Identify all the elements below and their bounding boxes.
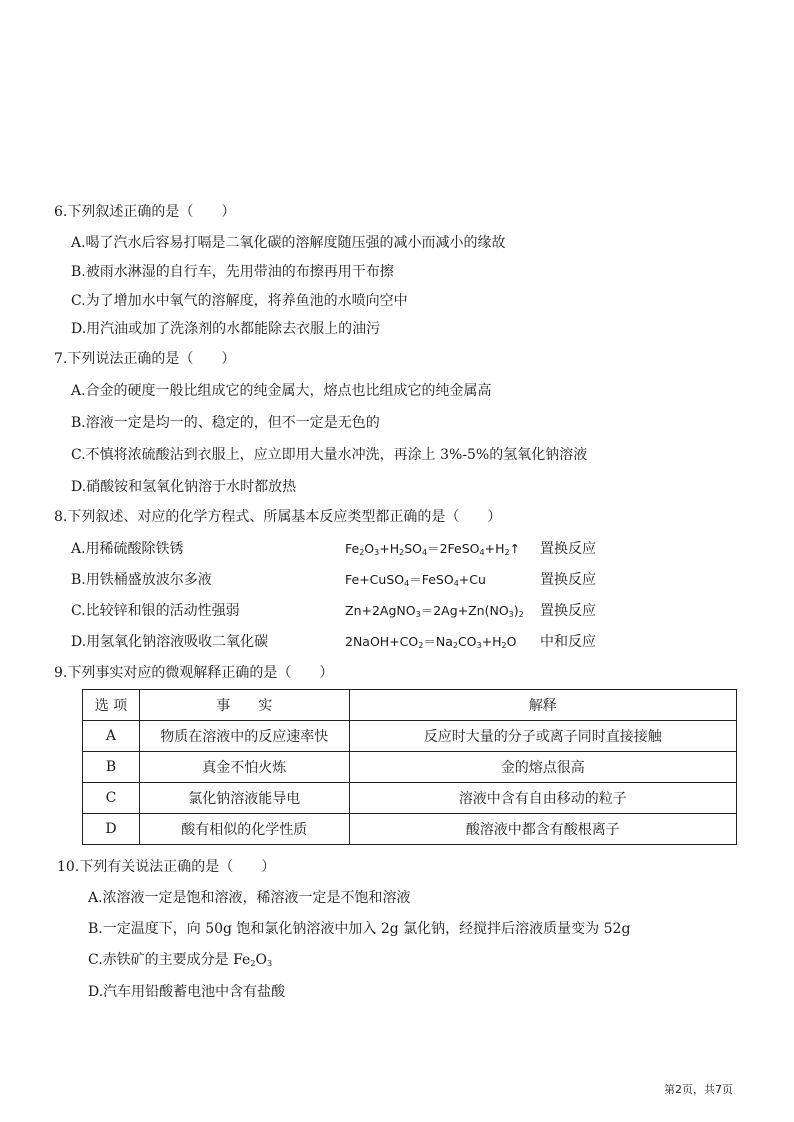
- q8-row-d-type: 中和反应: [540, 634, 596, 650]
- table-cell-explanation: 溶液中含有自由移动的粒子: [349, 783, 736, 814]
- table-cell-explanation: 反应时大量的分子或离子同时直接接触: [349, 721, 736, 752]
- table-header-row: [83, 690, 737, 721]
- table-row: [83, 721, 737, 752]
- table-cell-option: A: [83, 721, 140, 752]
- q7-stem: 7.下列说法正确的是（ ）: [54, 351, 236, 367]
- q8-row-c-equation: $Zn+2AgNO_3=2Ag+Zn(NO_3)_2$: [345, 603, 524, 619]
- q8-stem: 8.下列叙述、对应的化学方程式、所属基本反应类型都正确的是（ ）: [54, 509, 502, 525]
- q8-row-c-desc: C.比较锌和银的活动性强弱: [71, 603, 240, 619]
- table-cell-fact: 酸有相似的化学性质: [139, 814, 349, 845]
- q8-row-b-type: 置换反应: [540, 572, 596, 588]
- q6-option-a: A.喝了汽水后容易打嗝是二氧化碳的溶解度随压强的减小而减小的缘故: [71, 235, 506, 251]
- q8-row-a-desc: A.用稀硫酸除铁锈: [71, 541, 184, 557]
- q9-stem: 9.下列事实对应的微观解释正确的是（ ）: [54, 665, 334, 681]
- table-cell-option: B: [83, 752, 140, 783]
- q6-option-d: D.用汽油或加了洗涤剂的水都能除去衣服上的油污: [71, 321, 381, 337]
- table-header-fact: 事 实: [139, 690, 349, 721]
- table-header-option: 选 项: [83, 690, 140, 721]
- q8-row-c-type: 置换反应: [540, 603, 596, 619]
- q6-option-c: C.为了增加水中氧气的溶解度，将养鱼池的水喷向空中: [71, 293, 408, 309]
- table-cell-explanation: 酸溶液中都含有酸根离子: [349, 814, 736, 845]
- table-cell-option: C: [83, 783, 140, 814]
- q6-option-b: B.被雨水淋湿的自行车，先用带油的布擦再用干布擦: [71, 264, 394, 280]
- table-cell-fact: 真金不怕火炼: [139, 752, 349, 783]
- q10-option-b: B.一定温度下，向 50g 饱和氯化钠溶液中加入 2g 氯化钠，经搅拌后溶液质量变为 52g: [88, 921, 631, 937]
- q10-option-d: D.汽车用铅酸蓄电池中含有盐酸: [88, 984, 286, 1000]
- q8-row-b: [71, 570, 212, 590]
- table-cell-fact: 物质在溶液中的反应速率快: [139, 721, 349, 752]
- table-cell-explanation: 金的熔点很高: [349, 752, 736, 783]
- q6-stem: 6.下列叙述正确的是（ ）: [54, 204, 236, 220]
- table-row: [83, 814, 737, 845]
- table-row: [83, 752, 737, 783]
- q8-row-a-equation: $Fe_2O_3+H_2SO_4=2FeSO_4+H_2↑$: [345, 541, 521, 557]
- q7-option-b: B.溶液一定是均一的、稳定的，但不一定是无色的: [71, 415, 380, 431]
- table-header-explanation: 解释: [349, 690, 736, 721]
- q8-row-c: [71, 601, 240, 621]
- table-cell-option: D: [83, 814, 140, 845]
- q10-option-a: A.浓溶液一定是饱和溶液，稀溶液一定是不饱和溶液: [88, 890, 411, 906]
- q8-row-d-equation: $2NaOH+CO_2=Na_2CO_3+H_2O$: [345, 634, 517, 650]
- q9-table: [82, 689, 737, 845]
- q10-option-c: C.赤铁矿的主要成分是 $Fe_2O_3$: [88, 952, 273, 968]
- table-row: [83, 783, 737, 814]
- q7-option-c: C.不慎将浓硫酸沾到衣服上，应立即用大量水冲洗，再涂上 3%-5%的氢氧化钠溶液: [71, 447, 588, 463]
- q8-row-b-desc: B.用铁桶盛放波尔多液: [71, 572, 212, 588]
- table-cell-fact: 氯化钠溶液能导电: [139, 783, 349, 814]
- q8-row-a-type: 置换反应: [540, 541, 596, 557]
- page-number: 第2页，共7页: [664, 1083, 733, 1096]
- q7-option-d: D.硝酸铵和氢氧化钠溶于水时都放热: [71, 479, 297, 495]
- q8-row-d: [71, 632, 268, 652]
- q8-row-b-equation: Fe+CuSO$_4$＝FeSO$_4$+Cu: [345, 572, 486, 588]
- q8-row-d-desc: D.用氢氧化钠溶液吸收二氧化碳: [71, 634, 269, 650]
- q8-row-a: [71, 539, 184, 559]
- q7-option-a: A.合金的硬度一般比组成它的纯金属大，熔点也比组成它的纯金属高: [71, 383, 492, 399]
- q10-stem: 10.下列有关说法正确的是（ ）: [57, 859, 276, 875]
